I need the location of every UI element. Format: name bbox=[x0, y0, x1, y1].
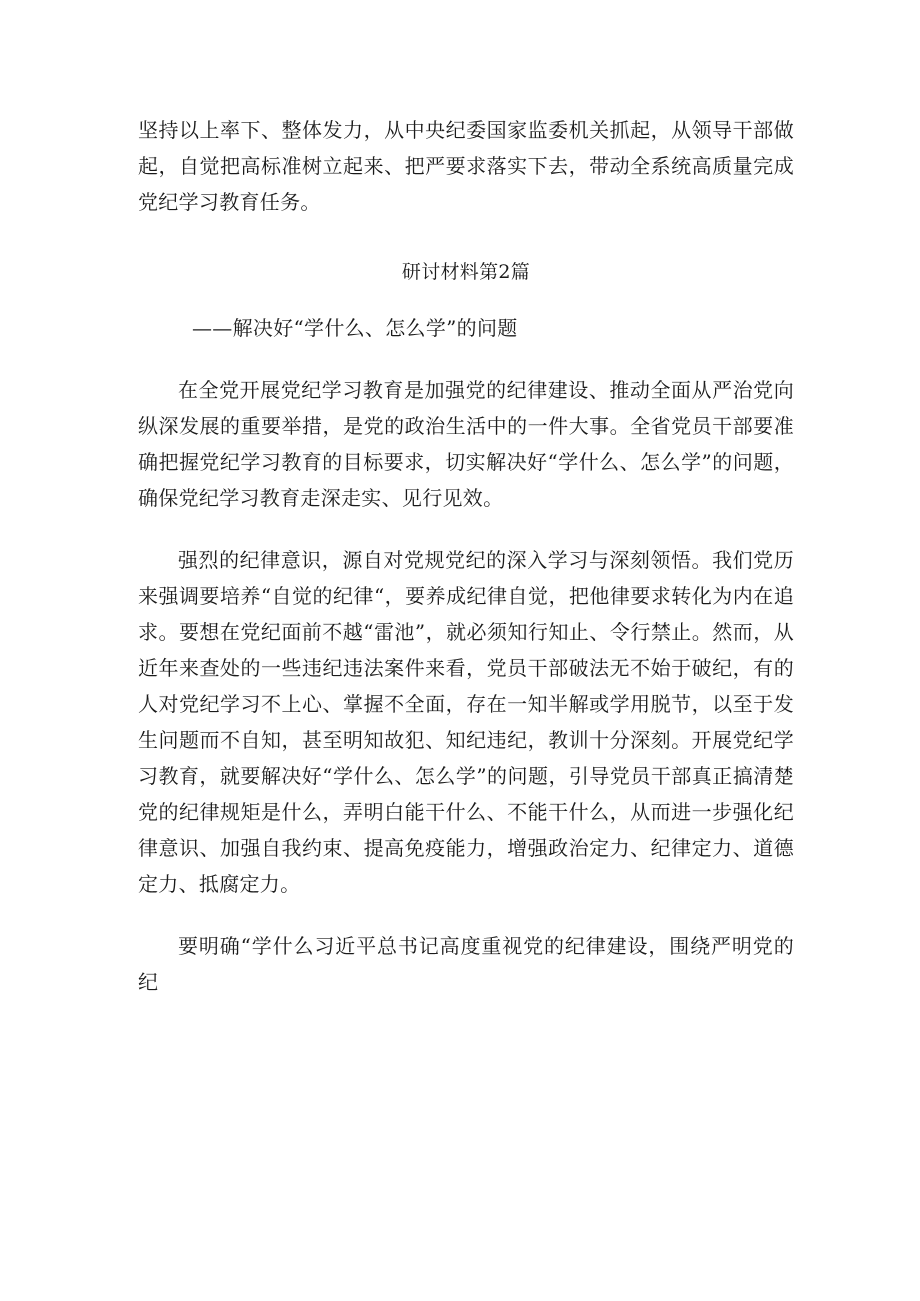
paragraph-1: 在全党开展党纪学习教育是加强党的纪律建设、推动全面从严治党向纵深发展的重要举措，是党的政治生活中的一件大事。全省党员干部要准确把握党纪学习教育的目标要求，切实解决好“学什么、怎么学”的问题，确保党纪学习教育走深走实、见行见效。 bbox=[138, 378, 794, 510]
section-title: 研讨材料第2篇 bbox=[401, 261, 531, 283]
document-body bbox=[138, 112, 794, 1000]
paragraph-2: 强烈的纪律意识，源自对党规党纪的深入学习与深刻领悟。我们党历来强调要培养“自觉的纪律“，要养成纪律自觉，把他律要求转化为内在追求。要想在党纪面前不越“雷池”，就必须知行知止、令行禁止。然而，从近年来查处的一些违纪违法案件来看，党员干部破法无不始于破纪，有的人对党纪学习不上心、掌握不全面，存在一知半解或学用脱节，以至于发生问题而不自知，甚至明知故犯、知纪违纪，教训十分深刻。开展党纪学习教育，就要解决好“学什么、怎么学”的问题，引导党员干部真正搞清楚党的纪律规矩是什么，弄明白能干什么、不能干什么，从而进一步强化纪律意识、加强自我约束、提高免疫能力，增强政治定力、纪律定力、道德定力、抵腐定力。 bbox=[138, 548, 794, 896]
paragraph-continued: 坚持以上率下、整体发力，从中央纪委国家监委机关抓起，从领导干部做起，自觉把高标准树立起来、把严要求落实下去，带动全系统高质量完成党纪学习教育任务。 bbox=[138, 118, 794, 214]
paragraph-3: 要明确“学什么习近平总书记高度重视党的纪律建设，围绕严明党的纪 bbox=[138, 934, 794, 994]
section-subtitle: ——解决好“学什么、怎么学”的问题 bbox=[192, 316, 518, 340]
